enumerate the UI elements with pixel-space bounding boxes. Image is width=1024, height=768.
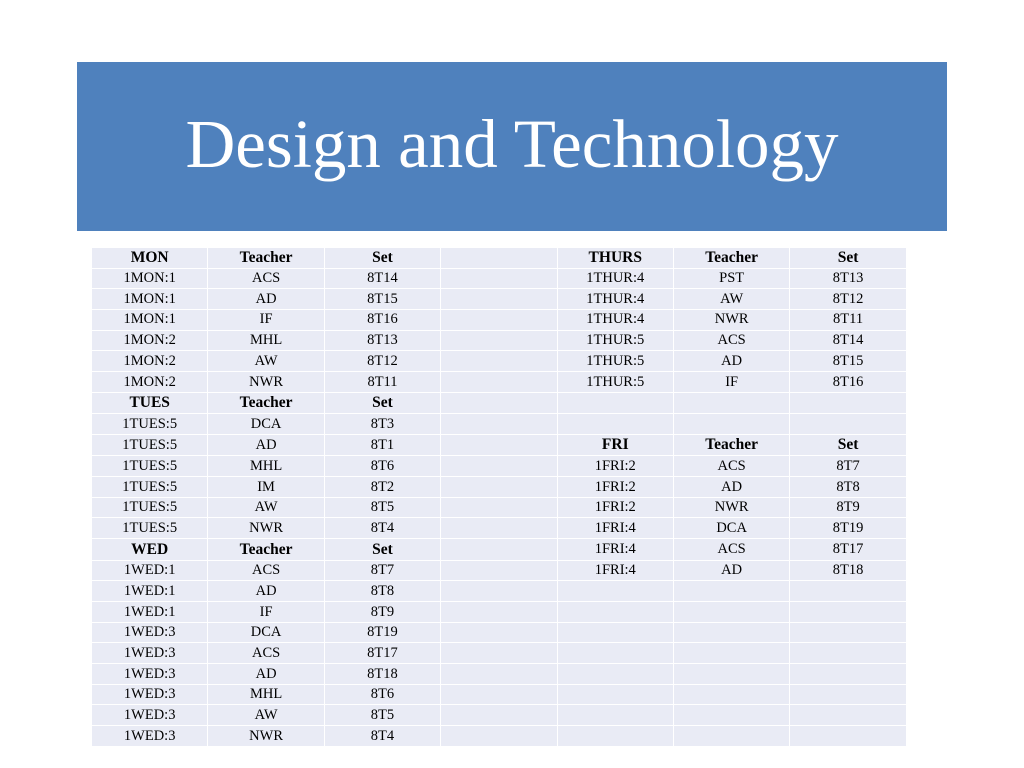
empty-cell [441,643,557,664]
table-cell: 1TUES:5 [92,414,208,435]
empty-cell [441,477,557,498]
empty-cell [674,685,790,706]
empty-cell [674,602,790,623]
empty-cell [790,685,906,706]
table-cell: DCA [208,414,324,435]
table-cell: IF [674,372,790,393]
header-cell: Set [325,539,441,561]
empty-cell [790,414,906,435]
table-cell: 1MON:2 [92,372,208,393]
empty-cell [558,414,674,435]
table-cell: 1THUR:5 [558,372,674,393]
table-cell: 8T4 [325,518,441,539]
empty-cell [441,602,557,623]
empty-cell [790,705,906,726]
table-cell: 8T12 [790,289,906,310]
table-cell: 1TUES:5 [92,518,208,539]
table-cell: ACS [208,269,324,290]
table-cell: 1FRI:2 [558,477,674,498]
table-cell: 1FRI:2 [558,456,674,477]
table-row [92,477,907,498]
table-cell: 1WED:3 [92,685,208,706]
empty-cell [441,289,557,310]
table-row [92,643,907,664]
table-row [92,269,907,290]
table-cell: 1THUR:4 [558,310,674,331]
table-cell: MHL [208,456,324,477]
empty-cell [558,623,674,644]
table-cell: AW [208,498,324,519]
table-row [92,351,907,372]
empty-cell [441,310,557,331]
table-cell: 8T17 [325,643,441,664]
table-row [92,539,907,561]
empty-cell [790,581,906,602]
empty-cell [441,685,557,706]
table-cell: 1WED:3 [92,726,208,747]
table-cell: DCA [208,623,324,644]
empty-cell [441,351,557,372]
table-cell: 8T15 [325,289,441,310]
empty-cell [558,393,674,415]
table-cell: 1WED:3 [92,705,208,726]
table-cell: 8T13 [325,331,441,352]
timetable-body [92,247,907,747]
empty-cell [441,414,557,435]
table-row [92,289,907,310]
table-cell: 1THUR:4 [558,269,674,290]
empty-cell [790,602,906,623]
empty-cell [441,435,557,457]
timetable [92,247,907,747]
table-cell: ACS [208,643,324,664]
table-row [92,247,907,269]
empty-cell [558,726,674,747]
table-cell: 1TUES:5 [92,498,208,519]
table-cell: 1MON:1 [92,269,208,290]
empty-cell [441,456,557,477]
title-banner [77,62,947,231]
table-cell: 1WED:3 [92,643,208,664]
table-cell: 8T13 [790,269,906,290]
header-cell: TUES [92,393,208,415]
table-cell: DCA [674,518,790,539]
table-cell: 1FRI:4 [558,518,674,539]
header-cell: Teacher [208,393,324,415]
table-cell: 8T15 [790,351,906,372]
table-cell: 1THUR:5 [558,351,674,372]
table-cell: 1MON:2 [92,331,208,352]
empty-cell [674,581,790,602]
table-row [92,372,907,393]
table-row [92,623,907,644]
table-row [92,414,907,435]
empty-cell [558,705,674,726]
table-cell: MHL [208,685,324,706]
empty-cell [441,518,557,539]
table-cell: AD [674,561,790,582]
empty-cell [441,664,557,685]
header-cell: THURS [558,247,674,269]
table-cell: AW [208,705,324,726]
table-row [92,726,907,747]
table-cell: 1THUR:5 [558,331,674,352]
empty-cell [441,372,557,393]
table-cell: 1WED:1 [92,602,208,623]
table-cell: 1WED:1 [92,581,208,602]
table-cell: 8T4 [325,726,441,747]
empty-cell [441,561,557,582]
table-cell: 8T14 [325,269,441,290]
table-row [92,498,907,519]
header-cell: WED [92,539,208,561]
table-row [92,561,907,582]
table-cell: 8T11 [325,372,441,393]
header-cell: Teacher [674,247,790,269]
table-cell: 1TUES:5 [92,477,208,498]
table-row [92,685,907,706]
table-cell: AD [208,581,324,602]
table-cell: AD [208,435,324,457]
table-cell: 8T19 [790,518,906,539]
empty-cell [790,643,906,664]
table-cell: ACS [674,456,790,477]
table-cell: 8T6 [325,456,441,477]
table-cell: NWR [208,726,324,747]
table-cell: NWR [674,498,790,519]
empty-cell [441,726,557,747]
table-row [92,705,907,726]
empty-cell [790,726,906,747]
table-cell: 1MON:1 [92,289,208,310]
table-cell: AD [208,289,324,310]
table-cell: ACS [208,561,324,582]
empty-cell [674,705,790,726]
table-cell: 8T5 [325,498,441,519]
empty-cell [558,602,674,623]
header-cell: Teacher [208,247,324,269]
table-cell: IF [208,310,324,331]
table-row [92,602,907,623]
empty-cell [790,393,906,415]
table-cell: NWR [208,518,324,539]
empty-cell [674,393,790,415]
header-cell: Set [790,435,906,457]
table-cell: 8T5 [325,705,441,726]
table-cell: PST [674,269,790,290]
table-cell: 8T11 [790,310,906,331]
table-cell: 1MON:1 [92,310,208,331]
header-cell: Teacher [674,435,790,457]
table-cell: AD [674,351,790,372]
header-cell: Set [790,247,906,269]
empty-cell [558,643,674,664]
table-cell: 8T19 [325,623,441,644]
table-cell: ACS [674,539,790,561]
empty-cell [441,247,557,269]
header-cell: MON [92,247,208,269]
empty-cell [441,498,557,519]
table-cell: ACS [674,331,790,352]
table-row [92,456,907,477]
empty-cell [674,623,790,644]
table-cell: 8T17 [790,539,906,561]
table-cell: 1FRI:2 [558,498,674,519]
empty-cell [790,623,906,644]
table-cell: 8T9 [790,498,906,519]
table-row [92,518,907,539]
empty-cell [441,581,557,602]
empty-cell [558,685,674,706]
empty-cell [674,414,790,435]
header-cell: FRI [558,435,674,457]
table-cell: IM [208,477,324,498]
empty-cell [674,643,790,664]
table-cell: 8T3 [325,414,441,435]
table-cell: 8T7 [790,456,906,477]
table-cell: 1TUES:5 [92,435,208,457]
table-cell: 8T12 [325,351,441,372]
table-cell: IF [208,602,324,623]
table-row [92,393,907,415]
table-cell: 8T6 [325,685,441,706]
table-cell: 1TUES:5 [92,456,208,477]
empty-cell [790,664,906,685]
empty-cell [558,581,674,602]
table-row [92,664,907,685]
empty-cell [674,664,790,685]
table-cell: 8T18 [790,561,906,582]
table-cell: 8T9 [325,602,441,623]
table-cell: 1THUR:4 [558,289,674,310]
table-cell: 1WED:3 [92,664,208,685]
empty-cell [441,539,557,561]
table-cell: 8T16 [325,310,441,331]
table-cell: AW [674,289,790,310]
empty-cell [441,269,557,290]
table-cell: 8T1 [325,435,441,457]
table-cell: 8T8 [790,477,906,498]
table-cell: 1WED:3 [92,623,208,644]
table-cell: MHL [208,331,324,352]
table-cell: 8T16 [790,372,906,393]
table-cell: 8T14 [790,331,906,352]
header-cell: Set [325,247,441,269]
slide-title: Design and Technology [185,106,839,182]
table-row [92,310,907,331]
table-cell: 8T18 [325,664,441,685]
table-cell: 1FRI:4 [558,539,674,561]
empty-cell [558,664,674,685]
header-cell: Teacher [208,539,324,561]
table-cell: 1WED:1 [92,561,208,582]
empty-cell [441,623,557,644]
table-cell: 8T7 [325,561,441,582]
table-cell: AW [208,351,324,372]
empty-cell [441,705,557,726]
empty-cell [674,726,790,747]
empty-cell [441,393,557,415]
table-row [92,581,907,602]
table-cell: AD [208,664,324,685]
empty-cell [441,331,557,352]
table-cell: 1FRI:4 [558,561,674,582]
table-cell: 1MON:2 [92,351,208,372]
table-row [92,435,907,457]
table-cell: AD [674,477,790,498]
table-cell: 8T8 [325,581,441,602]
table-cell: NWR [208,372,324,393]
table-row [92,331,907,352]
header-cell: Set [325,393,441,415]
table-cell: NWR [674,310,790,331]
table-cell: 8T2 [325,477,441,498]
